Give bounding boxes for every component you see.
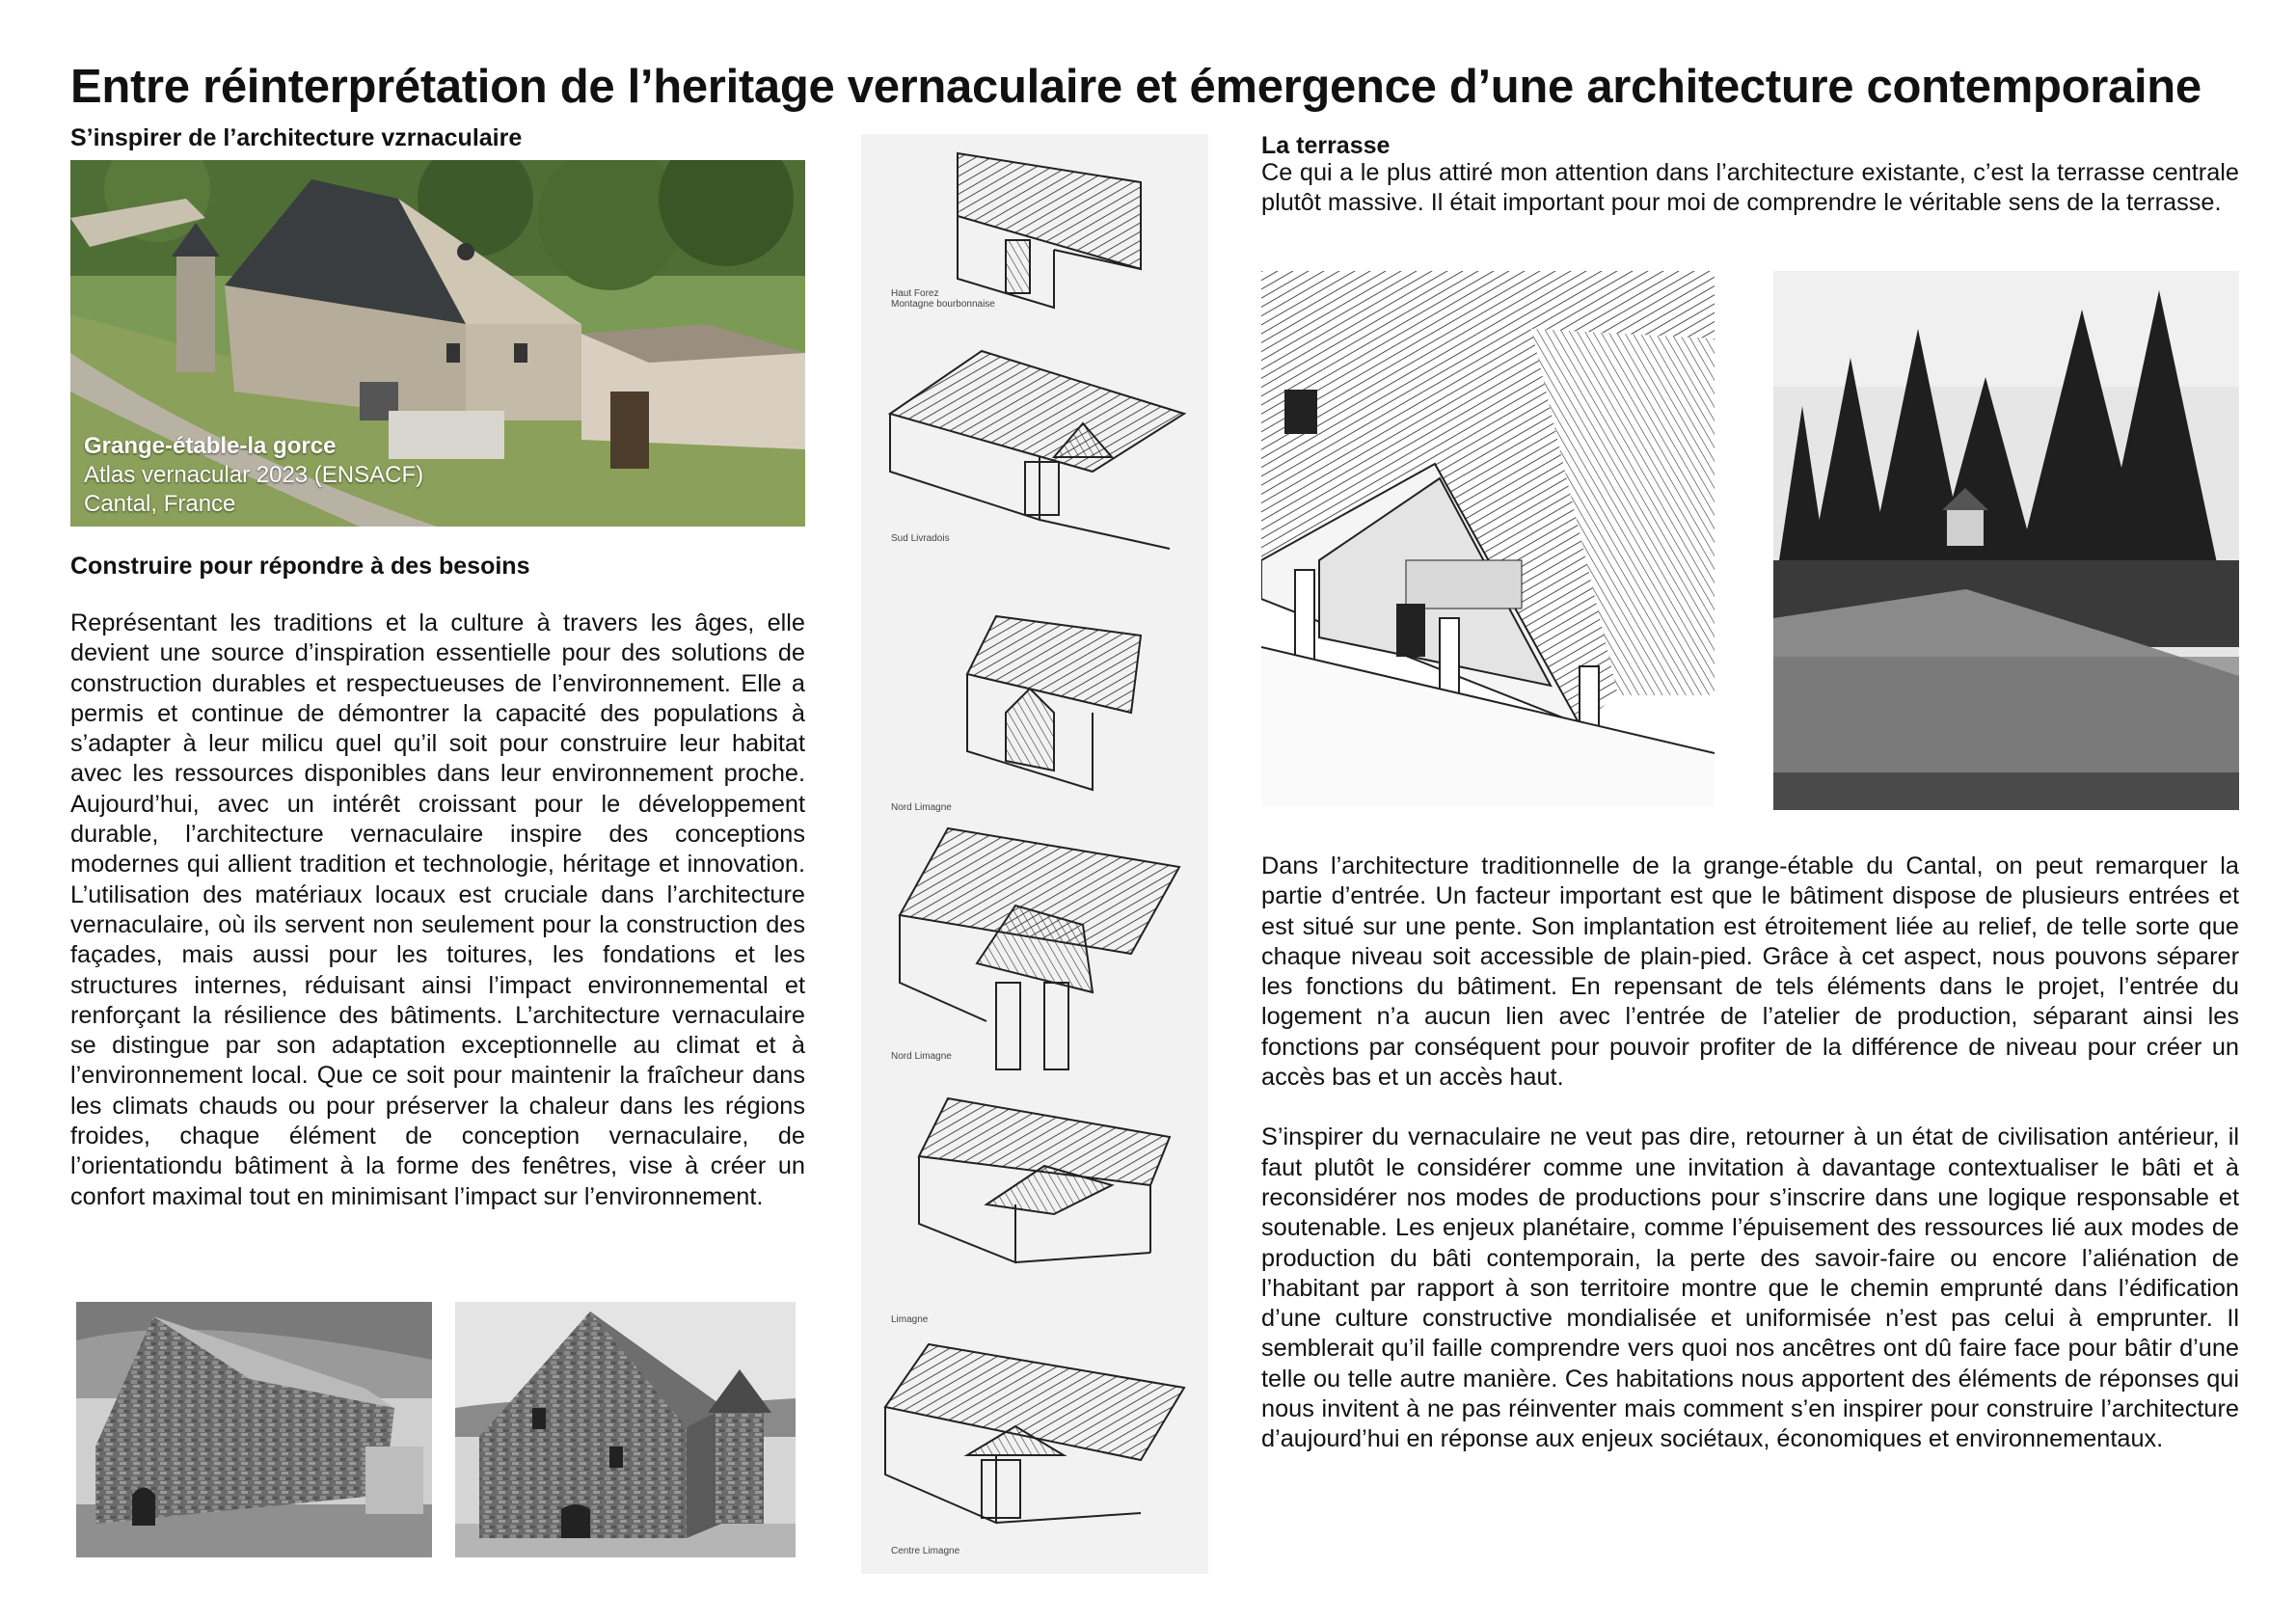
right-intro: Ce qui a le plus attiré mon attention dans l’architecture existante, c’est la terrasse centrale plutôt massive. Il était important pour moi de comprendre le véritable sens de la terrasse.	[1261, 159, 2239, 217]
right-section-title: La terrasse	[1261, 132, 1391, 159]
stone-barn-illustration-1	[76, 1302, 432, 1557]
terrace-drawing	[1261, 271, 1715, 806]
photo-caption	[84, 432, 423, 519]
terrace-illustration	[1261, 271, 1715, 806]
left-section-title: Construire pour répondre à des besoins	[70, 553, 530, 580]
stone-barn-photo-2	[455, 1302, 796, 1557]
left-subtitle: S’inspirer de l’architecture vzrnaculaire	[70, 124, 523, 151]
right-paragraph-1: Dans l’architecture traditionnelle de la grange-étable du Cantal, on peut remarquer la partie d’entrée. Un facteur important est que le bâtiment dispose de plusieurs entrées et est situé sur une pente. Son implantation est étroitement liée au relief, de telle sorte que chaque niveau soit accessible de plain-pied. Grâce à cet aspect, nous pouvons séparer les fonctions du bâtiment. En repensant de tels éléments dans le projet, l’entrée du logement n’a aucun lien avec l’entrée de l’atelier de production, séparant ainsi les fonctions par conséquent pour pouvoir profiter de la différence de niveau pour créer un accès bas et un accès haut.	[1261, 852, 2239, 1092]
sketch-label-1: Haut Forez Montagne bourbonnaise	[891, 288, 995, 310]
right-paragraphs	[1261, 852, 2239, 1485]
sketch-label-4: Nord Limagne	[891, 1051, 952, 1062]
forest-house-photo	[1773, 271, 2239, 810]
vernacular-sketches	[861, 134, 1208, 1574]
forest-house-illustration	[1773, 271, 2239, 810]
sketch-label-5: Limagne	[891, 1314, 929, 1325]
left-paragraph: Représentant les traditions et la culture à travers les âges, elle devient une source d’inspiration essentielle pour des solutions de construction durables et respectueuses de l’environnement. Elle a permis et continue de démontrer la capacité des populations à s’adapter à leur milicu quel qu’il soit pour construire leur habitat avec les ressources disponibles dans leur environnement proche. Aujourd’hui, avec un intérêt croissant pour le développement durable, l’architecture vernaculaire inspire des conceptions modernes qui allient tradition et technologie, héritage et innovation. L’utilisation des matériaux locaux est cruciale dans l’architecture vernaculaire, où ils servent non seulement pour la construction des façades, mais aussi pour les toitures, les fondations et les structures internes, réduisant ainsi l’impact environnemental et renforçant la résilience des bâtiments. L’architecture vernaculaire se distingue par son adaptation exceptionnelle au climat et à l’environnement local. Que ce soit pour maintenir la fraîcheur dans les climats chauds ou pour préserver la chaleur dans les régions froides, chaque élément de conception vernaculaire, de l’orientationdu bâtiment à la forme des fenêtres, vise à créer un confort maximal tout en minimisant l’impact sur l’environnement.	[70, 609, 805, 1210]
barn-photo	[70, 160, 805, 527]
sketch-label-6: Centre Limagne	[891, 1546, 960, 1556]
page-title: Entre réinterprétation de l’heritage vernaculaire et émergence d’une architecture contemporaine	[70, 61, 2201, 113]
sketch-label-3: Nord Limagne	[891, 802, 952, 813]
stone-barn-illustration-2	[455, 1302, 796, 1557]
right-paragraph-2: S’inspirer du vernaculaire ne veut pas dire, retourner à un état de civilisation antérieur, il faut plutôt le considérer comme une invitation à davantage contextualiser le bâti et à reconsidérer nos modes de productions pour s’inscrire dans une logique responsable et soutenable. Les enjeux planétaire, comme l’épuisement des ressources lié aux modes de production du bâti contemporain, la perte des savoir-faire ou encore l’aliénation de l’habitant par rapport à son territoire montre que le chemin emprunté dans l’édification d’une culture constructive mondialisée et uniformisée n’est pas celui à emprunter. Il semblerait qu’il faille comprendre vers quoi nos ancêtres ont dû faire face pour bâtir d’une telle ou telle autre manière. Ces habitations nous apportent des éléments de réponses qui nous invitent à ne pas réinventer mais comment s’en inspirer pour construire l’architecture d’aujourd’hui en réponse aux enjeux sociétaux, économiques et environnementaux.	[1261, 1123, 2239, 1453]
sketch-label-2: Sud Livradois	[891, 533, 950, 544]
caption-name: Grange-étable-la gorce	[84, 433, 337, 459]
caption-source: Atlas vernacular 2023 (ENSACF)	[84, 462, 424, 488]
stone-barn-photo-1	[76, 1302, 432, 1557]
caption-location: Cantal, France	[84, 491, 236, 517]
sketches-illustration	[861, 134, 1208, 1574]
